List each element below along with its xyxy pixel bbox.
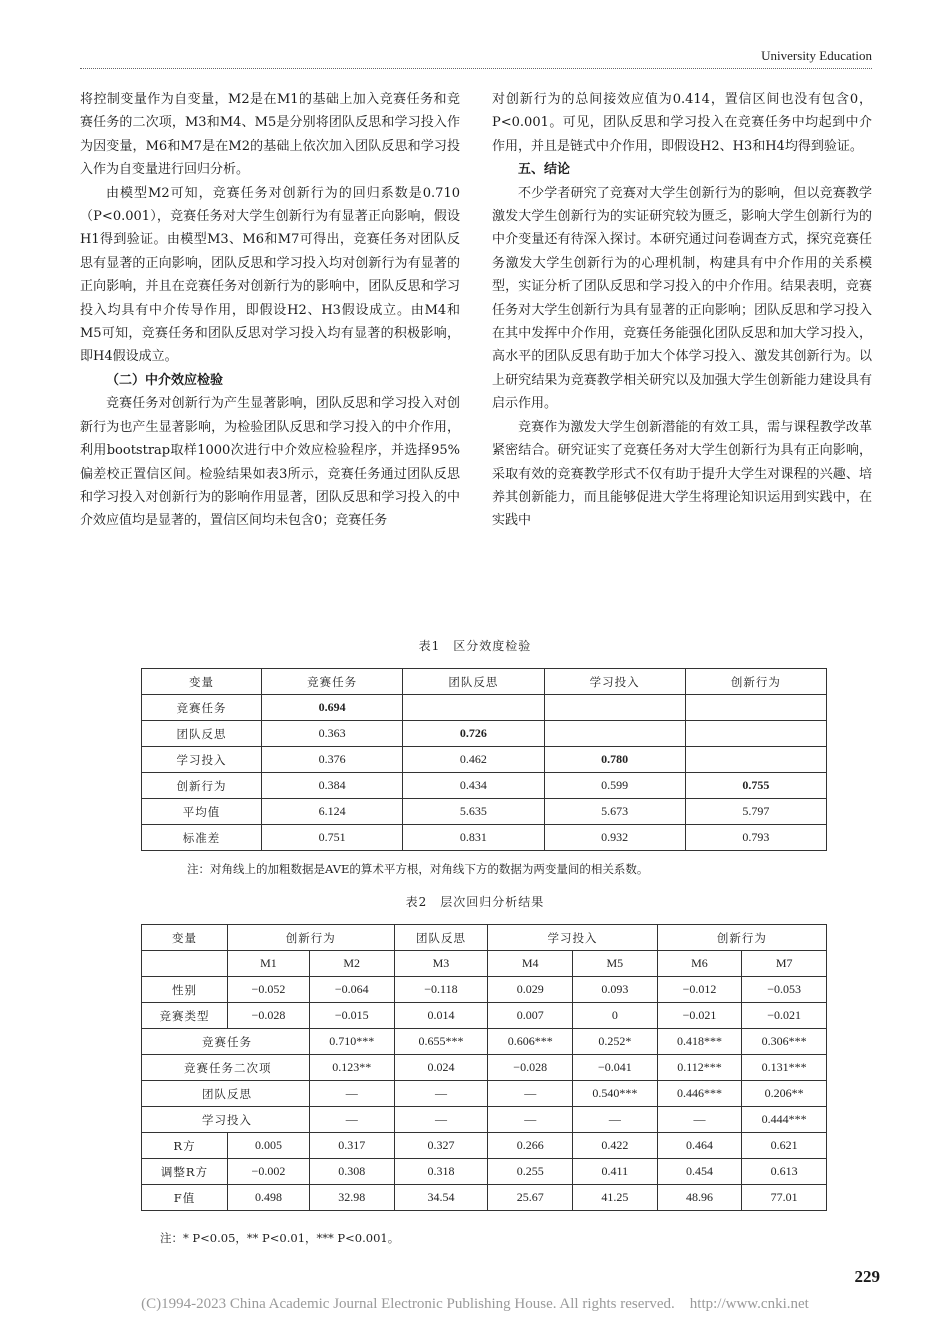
table-header-cell: M5: [573, 951, 658, 977]
table-cell: 0.498: [228, 1185, 310, 1211]
table1: [141, 668, 827, 851]
table-cell: 0.112***: [657, 1055, 742, 1081]
table1-note: 注：对角线上的加粗数据是AVE的算术平方根，对角线下方的数据为两变量间的相关系数。: [187, 862, 649, 876]
table-cell: 0.306***: [742, 1029, 827, 1055]
table-cell: 团队反思: [142, 1081, 310, 1107]
table-cell: 32.98: [309, 1185, 394, 1211]
table2-note: 注：* P<0.05，** P<0.01，*** P<0.001。: [160, 1231, 400, 1245]
table-cell: 0.599: [544, 773, 685, 799]
section-heading: 五、结论: [518, 162, 571, 178]
table-cell: 34.54: [394, 1185, 488, 1211]
table-header-cell: M6: [657, 951, 742, 977]
section-heading: （二）中介效应检验: [106, 372, 224, 388]
table-header-cell: M3: [394, 951, 488, 977]
table-cell: 0.540***: [573, 1081, 658, 1107]
table-cell: —: [394, 1107, 488, 1133]
table-cell: 平均值: [142, 799, 262, 825]
table-cell: 0.422: [573, 1133, 658, 1159]
table-cell: 0.446***: [657, 1081, 742, 1107]
table-cell: −0.015: [309, 1003, 394, 1029]
right-column: [492, 88, 872, 533]
table-cell: [403, 695, 544, 721]
table-cell: 创新行为: [142, 773, 262, 799]
table-cell: 0.363: [262, 721, 403, 747]
table-cell: −0.028: [228, 1003, 310, 1029]
table-cell: 团队反思: [142, 721, 262, 747]
table-header-row: [142, 925, 827, 951]
table-cell: 0.751: [262, 825, 403, 851]
table-cell: 0.007: [488, 1003, 573, 1029]
table-row: [142, 977, 827, 1003]
table-row: [142, 1081, 827, 1107]
table-cell: 0.123**: [309, 1055, 394, 1081]
table-cell: 0.327: [394, 1133, 488, 1159]
table-cell: 0.418***: [657, 1029, 742, 1055]
table-header-cell: 变量: [142, 669, 262, 695]
paragraph: 不少学者研究了竞赛对大学生创新行为的影响，但以竞赛教学激发大学生创新行为的实证研究较为匮乏，影响大学生创新行为的中介变量还有待深入探讨。本研究通过问卷调查方式，探究竞赛任务激发大学生创新行为的心理机制，构建具有中介作用的关系模型，实证分析了团队反思和学习投入的中介作用。结果表明，竞赛任务对大学生创新行为具有显著的正向影响；团队反思和学习投入在其中发挥中介作用，竞赛任务能强化团队反思和加大学习投入，高水平的团队反思有助于加大个体学习投入、激发其创新行为。以上研究结果为竞赛教学相关研究以及加强大学生创新能力建设具有启示作用。: [492, 185, 872, 412]
paragraph: 对创新行为的总间接效应值为0.414，置信区间也没有包含0，P<0.001。可见，团队反思和学习投入在竞赛任务中均起到中介作用，并且是链式中介作用，即假设H2、H3和H4均得到验证。: [492, 92, 872, 154]
table-cell: [544, 695, 685, 721]
table-cell: 0.755: [685, 773, 826, 799]
table-cell: 0.726: [403, 721, 544, 747]
table-cell: 0.252*: [573, 1029, 658, 1055]
table-header-cell: 学习投入: [488, 925, 657, 951]
table-row: [142, 1107, 827, 1133]
table-cell: 48.96: [657, 1185, 742, 1211]
table-cell: 0.411: [573, 1159, 658, 1185]
table-row: [142, 1159, 827, 1185]
table-cell: 0.384: [262, 773, 403, 799]
table-row: [142, 1029, 827, 1055]
table-cell: 性别: [142, 977, 228, 1003]
table-cell: [685, 747, 826, 773]
page-number: 229: [854, 1267, 880, 1286]
table-header-cell: 创新行为: [685, 669, 826, 695]
table-cell: 0.454: [657, 1159, 742, 1185]
table-header-cell: 学习投入: [544, 669, 685, 695]
table-header-row: [142, 951, 827, 977]
table-cell: 竞赛任务: [142, 1029, 310, 1055]
table2-caption: 表2 层次回归分析结果: [405, 895, 545, 909]
table-cell: −0.012: [657, 977, 742, 1003]
table-cell: 0.464: [657, 1133, 742, 1159]
table-cell: 0.831: [403, 825, 544, 851]
paragraph: 将控制变量作为自变量，M2是在M1的基础上加入竞赛任务和竞赛任务的二次项，M3和M4、M5是分别将团队反思和学习投入作为因变量，M6和M7是在M2的基础上依次加入团队反思和学习投入作为自变量进行回归分析。: [80, 92, 460, 178]
table-cell: 标准差: [142, 825, 262, 851]
table-cell: 5.635: [403, 799, 544, 825]
table-cell: 学习投入: [142, 747, 262, 773]
table-header-cell: 创新行为: [657, 925, 826, 951]
table-cell: 0.434: [403, 773, 544, 799]
table-cell: 25.67: [488, 1185, 573, 1211]
table-cell: 0.093: [573, 977, 658, 1003]
table-cell: 0.606***: [488, 1029, 573, 1055]
table-cell: 0: [573, 1003, 658, 1029]
table-cell: 0.206**: [742, 1081, 827, 1107]
table-cell: 0.317: [309, 1133, 394, 1159]
table-cell: 0.444***: [742, 1107, 827, 1133]
table-cell: 0.014: [394, 1003, 488, 1029]
table-cell: −0.053: [742, 977, 827, 1003]
table-cell: 5.673: [544, 799, 685, 825]
table2: [141, 924, 827, 1211]
table-cell: 0.694: [262, 695, 403, 721]
table-cell: −0.064: [309, 977, 394, 1003]
table-row: [142, 1003, 827, 1029]
table-cell: −0.028: [488, 1055, 573, 1081]
table-cell: [685, 695, 826, 721]
table-cell: —: [488, 1107, 573, 1133]
table-header-cell: M4: [488, 951, 573, 977]
table-cell: 0.710***: [309, 1029, 394, 1055]
table-cell: 0.308: [309, 1159, 394, 1185]
table-cell: F值: [142, 1185, 228, 1211]
table-cell: 0.655***: [394, 1029, 488, 1055]
table-cell: 学习投入: [142, 1107, 310, 1133]
table-cell: 0.131***: [742, 1055, 827, 1081]
table-cell: 竞赛任务二次项: [142, 1055, 310, 1081]
table-cell: 0.613: [742, 1159, 827, 1185]
paragraph: 由模型M2可知，竞赛任务对创新行为的回归系数是0.710（P<0.001），竞赛任务对大学生创新行为有显著正向影响，假设H1得到验证。由模型M3、M6和M7可得出，竞赛任务对团队反思有显著的正向影响，团队反思和学习投入均对创新行为有显著的正向影响，并且在竞赛任务对创新行为的影响中，团队反思和学习投入均具有中介传导作用，即假设H2、H3假设成立。由M4和M5可知，竞赛任务和团队反思对学习投入均有显著的积极影响，即H4假设成立。: [80, 185, 460, 365]
table-cell: −0.002: [228, 1159, 310, 1185]
table-cell: —: [657, 1107, 742, 1133]
table-cell: 调整R方: [142, 1159, 228, 1185]
table-header-cell: 团队反思: [403, 669, 544, 695]
paragraph: 竞赛作为激发大学生创新潜能的有效工具，需与课程教学改革紧密结合。研究证实了竞赛任务对大学生创新行为具有正向影响，采取有效的竞赛教学形式不仅有助于提升大学生对课程的兴趣、培养其创新能力，而且能够促进大学生将理论知识运用到实践中，在实践中: [492, 419, 872, 529]
table-row: [142, 747, 827, 773]
table-row: [142, 695, 827, 721]
table-header-cell: [142, 951, 228, 977]
table-cell: 0.376: [262, 747, 403, 773]
table-cell: 77.01: [742, 1185, 827, 1211]
header-dotted-rule: [80, 68, 872, 69]
table-cell: [544, 721, 685, 747]
table-cell: 0.318: [394, 1159, 488, 1185]
table-cell: —: [573, 1107, 658, 1133]
table-row: [142, 1055, 827, 1081]
table-row: [142, 1185, 827, 1211]
table-cell: 竞赛类型: [142, 1003, 228, 1029]
table-cell: −0.021: [742, 1003, 827, 1029]
table-cell: 0.780: [544, 747, 685, 773]
table-header-cell: 团队反思: [394, 925, 488, 951]
table-cell: 0.793: [685, 825, 826, 851]
table-cell: −0.118: [394, 977, 488, 1003]
table-cell: —: [309, 1107, 394, 1133]
running-header-title: University Education: [761, 48, 872, 63]
table-cell: −0.041: [573, 1055, 658, 1081]
table-cell: 0.621: [742, 1133, 827, 1159]
table-cell: 竞赛任务: [142, 695, 262, 721]
table-cell: −0.052: [228, 977, 310, 1003]
copyright-line: (C)1994-2023 China Academic Journal Electronic Publishing House. All rights reserved. http://www.cnki.net: [141, 1296, 809, 1312]
left-column: [80, 88, 460, 533]
table-cell: 0.255: [488, 1159, 573, 1185]
table-header-cell: M1: [228, 951, 310, 977]
table-cell: 0.462: [403, 747, 544, 773]
paragraph: 竞赛任务对创新行为产生显著影响，团队反思和学习投入对创新行为也产生显著影响，为检验团队反思和学习投入的中介作用，利用bootstrap取样1000次进行中介效应检验程序，并选择95%偏差校正置信区间。检验结果如表3所示，竞赛任务通过团队反思和学习投入对创新行为的影响作用显著，团队反思和学习投入的中介效应值均是显著的，置信区间均未包含0；竞赛任务: [80, 396, 460, 529]
table-cell: —: [394, 1081, 488, 1107]
table-cell: 0.005: [228, 1133, 310, 1159]
table-cell: 0.932: [544, 825, 685, 851]
table-cell: 0.024: [394, 1055, 488, 1081]
table-cell: 0.029: [488, 977, 573, 1003]
table-row: [142, 799, 827, 825]
table-cell: 0.266: [488, 1133, 573, 1159]
table1-caption: 表1 区分效度检验: [418, 639, 532, 653]
table-row: [142, 1133, 827, 1159]
table-header-row: [142, 669, 827, 695]
table-row: [142, 825, 827, 851]
table-cell: 41.25: [573, 1185, 658, 1211]
table-cell: −0.021: [657, 1003, 742, 1029]
table-header-cell: M7: [742, 951, 827, 977]
table-row: [142, 721, 827, 747]
table-cell: 6.124: [262, 799, 403, 825]
table-header-cell: M2: [309, 951, 394, 977]
table-row: [142, 773, 827, 799]
table-header-cell: 创新行为: [228, 925, 395, 951]
table-cell: [685, 721, 826, 747]
table-cell: —: [488, 1081, 573, 1107]
table-cell: —: [309, 1081, 394, 1107]
table-header-cell: 竞赛任务: [262, 669, 403, 695]
table-header-cell: 变量: [142, 925, 228, 951]
table-cell: R方: [142, 1133, 228, 1159]
table-cell: 5.797: [685, 799, 826, 825]
